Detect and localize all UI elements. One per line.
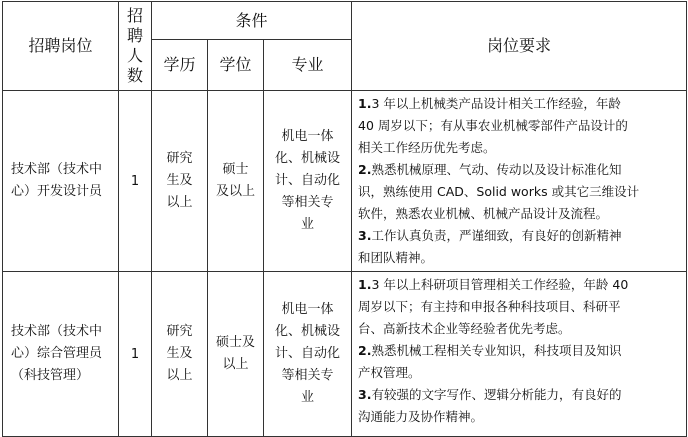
requirement-number: 3. <box>358 387 372 402</box>
requirements-cell <box>352 91 687 272</box>
requirement-number: 1. <box>358 277 372 292</box>
requirement-line: 3 年以上机械类产品设计相关工作经验，年龄 <box>371 96 621 111</box>
requirement-line: 产权管理。 <box>358 365 421 380</box>
position-cell <box>3 272 119 437</box>
header-count-line: 数 <box>126 66 143 85</box>
major-line: 等相关专 <box>281 195 334 210</box>
header-education: 学历 <box>152 40 208 91</box>
major-line: 业 <box>301 217 315 232</box>
requirement-number: 2. <box>358 343 372 358</box>
requirement-line: 工作认真负责，严谨细致，有良好的创新精神 <box>371 228 622 243</box>
requirement-line: 识，熟练使用 CAD、Solid works 或其它三维设计 <box>358 184 640 199</box>
major-line: 计、自动化 <box>275 173 341 188</box>
education-line: 以上 <box>166 368 193 383</box>
education-line: 生及 <box>166 346 193 361</box>
table-row <box>3 91 687 272</box>
education-line: 生及 <box>166 173 193 188</box>
requirement-line: 和团队精神。 <box>358 250 434 265</box>
count-cell: 1 <box>119 91 152 272</box>
education-cell <box>152 91 208 272</box>
header-count <box>119 2 152 91</box>
recruitment-table-container <box>2 1 687 437</box>
requirement-number: 3. <box>358 228 372 243</box>
major-line: 化、机械设 <box>275 151 341 166</box>
header-position: 招聘岗位 <box>3 2 119 91</box>
degree-line: 硕士 <box>222 162 249 177</box>
major-line: 机电一体 <box>281 302 334 317</box>
table-row <box>3 272 687 437</box>
requirement-line: 有较强的文字写作、逻辑分析能力，有良好的 <box>371 387 622 402</box>
requirement-item <box>358 225 680 247</box>
position-line: 技术部（技术中 <box>11 162 103 177</box>
requirement-item <box>358 384 680 406</box>
recruitment-table <box>2 1 687 437</box>
position-line: 心）开发设计员 <box>11 184 103 199</box>
position-line: 心）综合管理员 <box>11 346 103 361</box>
requirements-cell <box>352 272 687 437</box>
degree-line: 以上 <box>222 357 249 372</box>
requirement-item <box>358 340 680 362</box>
header-requirements: 岗位要求 <box>352 2 687 91</box>
degree-cell <box>208 272 264 437</box>
position-cell <box>3 91 119 272</box>
education-line: 以上 <box>166 195 193 210</box>
header-row-1 <box>3 2 687 40</box>
requirement-line: 软件，熟悉农业机械、机械产品设计及流程。 <box>358 206 609 221</box>
header-count-line: 人 <box>126 46 143 65</box>
major-line: 化、机械设 <box>275 324 341 339</box>
requirement-line: 沟通能力及协作精神。 <box>358 409 484 424</box>
education-cell <box>152 272 208 437</box>
position-line: 技术部（技术中 <box>11 324 103 339</box>
major-line: 计、自动化 <box>275 346 341 361</box>
requirement-line: 3 年以上科研项目管理相关工作经验，年龄 40 <box>371 277 629 292</box>
major-cell <box>264 272 352 437</box>
education-line: 研究 <box>166 324 193 339</box>
requirement-item <box>358 274 680 296</box>
header-major: 专业 <box>264 40 352 91</box>
major-line: 业 <box>301 390 315 405</box>
degree-line: 及以上 <box>215 184 255 199</box>
degree-cell <box>208 91 264 272</box>
requirement-line: 周岁以下；有主持和申报各种科技项目、科研平 <box>358 299 621 314</box>
requirement-item <box>358 159 680 181</box>
header-conditions: 条件 <box>152 2 352 40</box>
count-cell: 1 <box>119 272 152 437</box>
requirement-line: 熟悉机械工程相关专业知识，科技项目及知识 <box>371 343 622 358</box>
major-line: 机电一体 <box>281 129 334 144</box>
education-line: 研究 <box>166 151 193 166</box>
header-count-line: 聘 <box>126 26 143 45</box>
requirement-line: 熟悉机械原理、气动、传动以及设计标准化知 <box>371 162 622 177</box>
requirement-line: 台、高新技术企业等经验者优先考虑。 <box>358 321 571 336</box>
header-degree: 学位 <box>208 40 264 91</box>
requirement-number: 2. <box>358 162 372 177</box>
position-line: （科技管理） <box>11 368 90 383</box>
requirement-item <box>358 93 680 115</box>
degree-line: 硕士及 <box>215 335 255 350</box>
header-count-line: 招 <box>126 6 143 25</box>
major-cell <box>264 91 352 272</box>
requirement-line: 相关工作经历优先考虑。 <box>358 140 496 155</box>
major-line: 等相关专 <box>281 368 334 383</box>
requirement-number: 1. <box>358 96 372 111</box>
requirement-line: 40 周岁以下；有从事农业机械零部件产品设计的 <box>358 118 628 133</box>
